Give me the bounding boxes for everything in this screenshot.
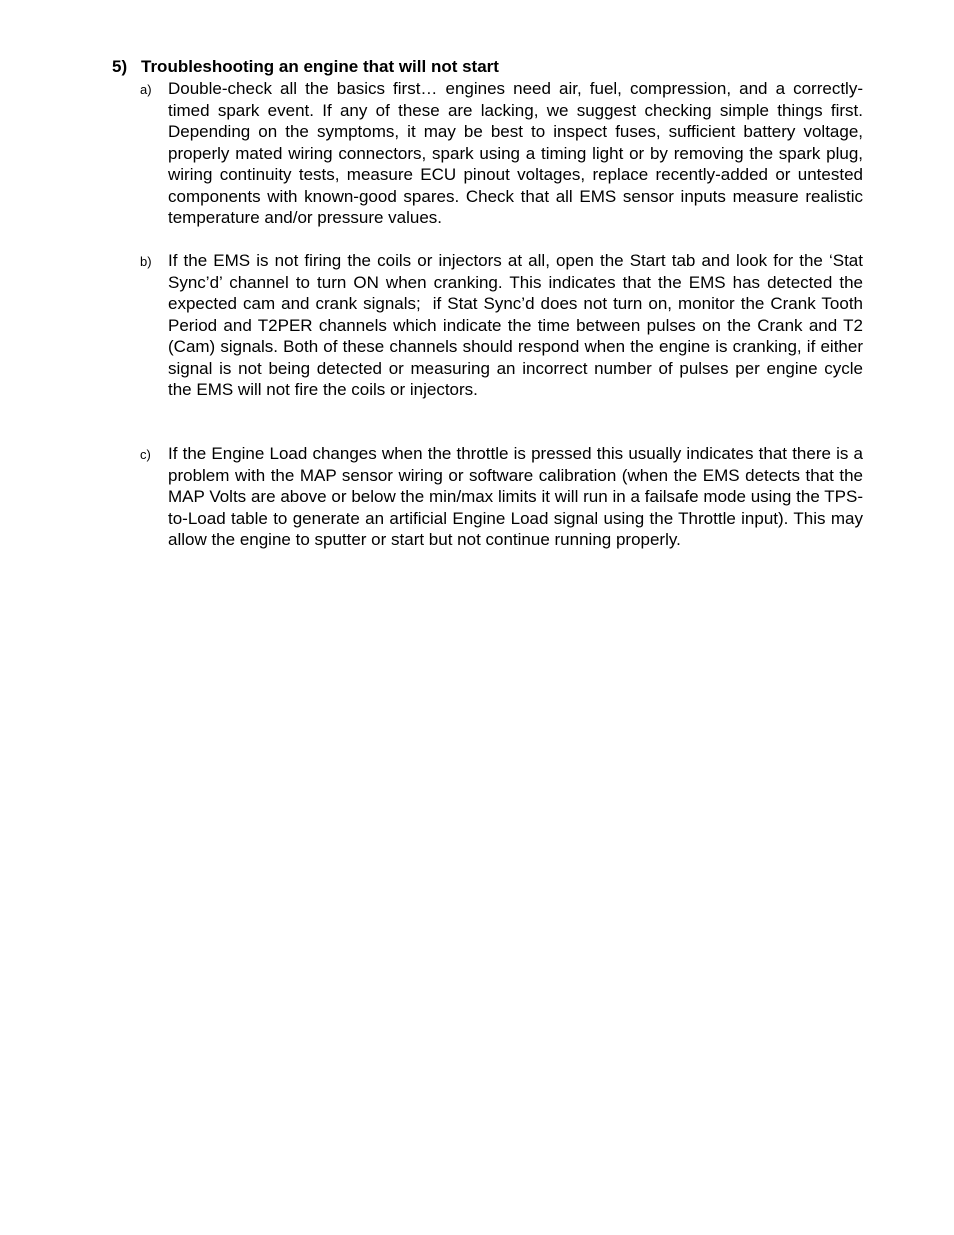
- list-item-text: Double-check all the basics first… engines need air, fuel, compression, and a correctly-timed spark event. If any of these are lacking, we suggest checking simple things first. Depending on the symptoms, it may be best to inspect fuses, sufficient battery voltage, properly mated wiring connectors, spark using a timing light or by removing the spark plug, wiring continuity tests, measure ECU pinout voltages, replace recently-added or untested components with known-good spares. Check that all EMS sensor inputs measure realistic temperature and/or pressure values.: [168, 79, 868, 227]
- section-title: Troubleshooting an engine that will not start: [141, 57, 499, 76]
- list-item-c: [140, 443, 868, 551]
- list-item-text: If the Engine Load changes when the throttle is pressed this usually indicates that there is a problem with the MAP sensor wiring or software calibration (when the EMS detects that the MAP Volts are above or below the min/max limits it will run in a failsafe mode using the TPS-to-Load table to generate an artificial Engine Load signal using the Throttle input). This may allow the engine to sputter or start but not continue running properly.: [168, 444, 868, 549]
- list-item-text: If the EMS is not firing the coils or injectors at all, open the Start tab and look for the ‘Stat Sync’d’ channel to turn ON when cranking. This indicates that the EMS has detected the expected cam and crank signals; if Stat Sync’d does not turn on, monitor the Crank Tooth Period and T2PER channels which indicate the time between pulses on the Crank and T2 (Cam) signals. Both of these channels should respond when the engine is cranking, if either signal is not being detected or measuring an incorrect number of pulses per engine cycle the EMS will not fire the coils or injectors.: [168, 251, 868, 399]
- list-item-b: [140, 250, 868, 401]
- list-item-marker: b): [140, 254, 152, 269]
- section-heading: [112, 56, 499, 78]
- list-item-a: [140, 78, 868, 229]
- list-item-marker: c): [140, 447, 151, 462]
- list-item-marker: a): [140, 82, 152, 97]
- section-number: 5): [112, 57, 128, 76]
